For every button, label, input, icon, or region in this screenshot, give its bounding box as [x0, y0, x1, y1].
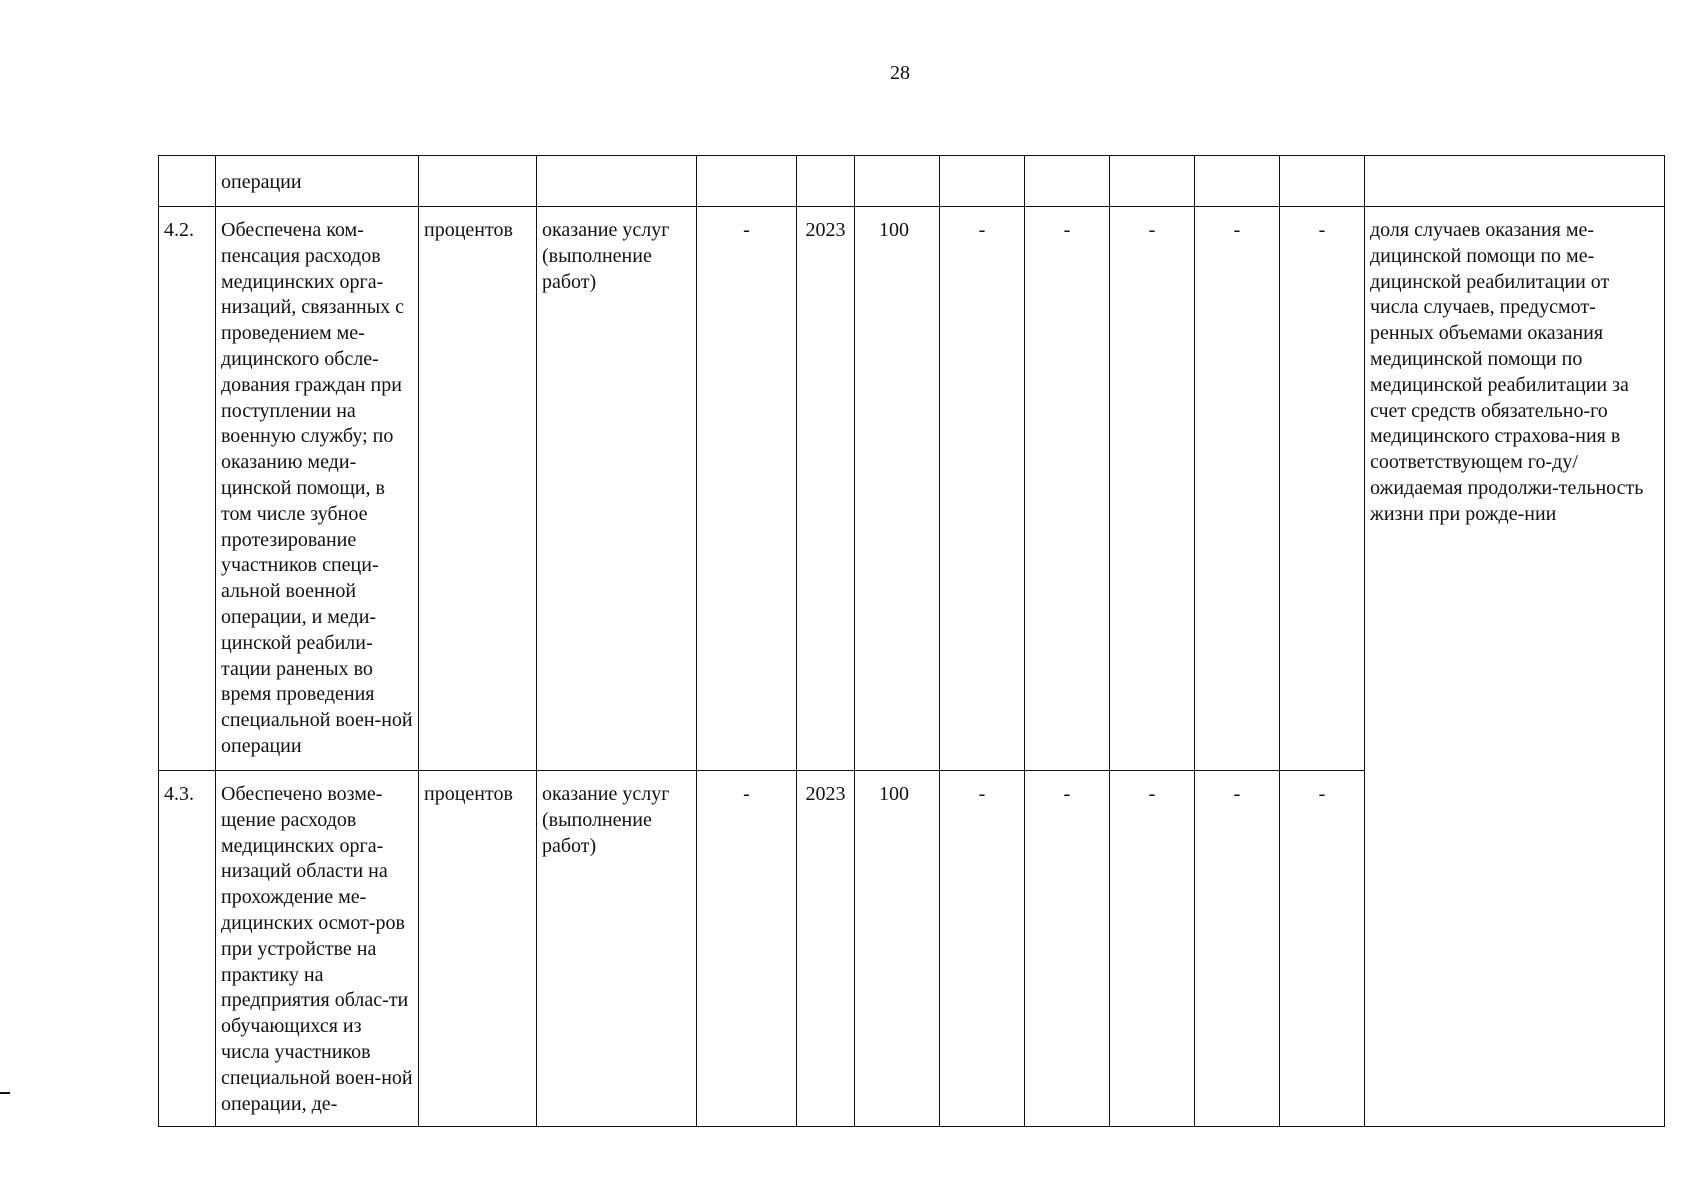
- cell-number: 4.3.: [159, 771, 216, 1127]
- cell-value: -: [1025, 771, 1110, 1127]
- cell-description: Обеспечено возме-щение расходов медицинских орга-низаций области на прохождение ме-дицинских осмот-ров при устройстве на практику на предприятия облас-ти обучающихся из числа участников специальной воен-ной операции, де-: [216, 771, 419, 1127]
- cell-base-value: -: [697, 771, 797, 1127]
- cell-value: -: [1110, 207, 1195, 771]
- cell-linked-indicator: доля случаев оказания ме-дицинской помощи по ме-дицинской реабилитации от числа случаев, предусмот-ренных объемами оказания медицинской помощи по медицинской реабилитации за счет средств обязательно-го медицинского страхова-ния в соответствующем го-ду/ожидаемая продолжи-тельность жизни при рожде-нии: [1365, 207, 1665, 1127]
- cell-number: 4.2.: [159, 207, 216, 771]
- cell-value: -: [1280, 771, 1365, 1127]
- cell-value: -: [1280, 207, 1365, 771]
- cell-type: оказание услуг (выполнение работ): [537, 207, 697, 771]
- cell-unit: процентов: [419, 771, 537, 1127]
- cell-base-value: -: [697, 207, 797, 771]
- cell-value: 100: [855, 771, 940, 1127]
- cell-value: -: [940, 207, 1025, 771]
- cell-base-year: 2023: [797, 207, 855, 771]
- cell-unit: процентов: [419, 207, 537, 771]
- cell-type: оказание услуг (выполнение работ): [537, 771, 697, 1127]
- cell-number: [159, 156, 216, 207]
- results-table: [158, 155, 1665, 1127]
- cell-value: -: [1025, 207, 1110, 771]
- table-row: [159, 207, 1665, 771]
- cell-value: -: [1110, 771, 1195, 1127]
- cell-value: 100: [855, 207, 940, 771]
- cell-description: операции: [216, 156, 419, 207]
- cell-base-year: 2023: [797, 771, 855, 1127]
- page-number: 28: [890, 62, 910, 84]
- margin-mark: [0, 1092, 10, 1094]
- cell-value: -: [1195, 771, 1280, 1127]
- cell-description: Обеспечена ком-пенсация расходов медицинских орга-низаций, связанных с проведением ме-дицинского обсле-дования граждан при поступлении на военную службу; по оказанию меди-цинской помощи, в том числе зубное протезирование участников специ-альной военной операции, и меди-цинской реабили-тации раненых во время проведения специальной воен-ной операции: [216, 207, 419, 771]
- cell-value: -: [1195, 207, 1280, 771]
- continuation-row: [159, 156, 1665, 207]
- cell-value: -: [940, 771, 1025, 1127]
